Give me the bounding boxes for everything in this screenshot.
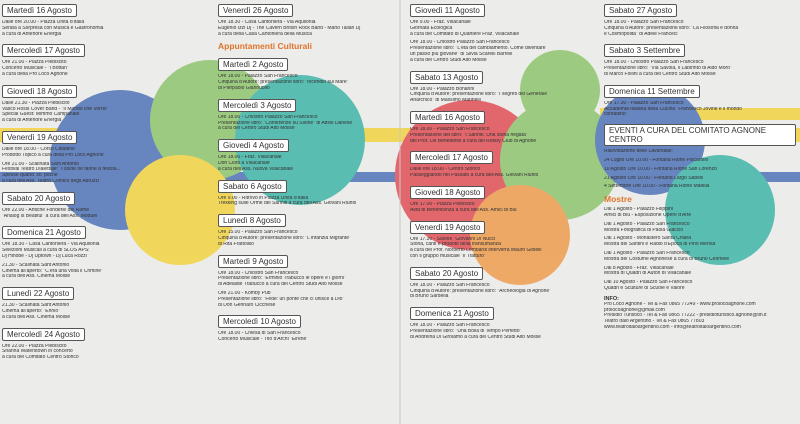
- date-heading: Martedì 16 Agosto: [2, 4, 77, 17]
- event-line: Dal 1 Agosto - Palazzo San Francesco: [604, 221, 690, 227]
- info-line: www.teatroitaloargentino.com - info@teatroitaloargentino.com: [604, 324, 741, 330]
- event-line: Ore 18.00 - Palazzo San Francesco: [410, 282, 490, 288]
- event-item: [218, 20, 406, 37]
- event-line: Ore 17.30 - Salone "Giovanni Di Nucci": [410, 236, 497, 242]
- event-line: Ore 22.00 - Piazza Plebiscito: [2, 343, 67, 349]
- event-line: Mostra di Quadri di Autori di Villacanale: [604, 271, 692, 277]
- date-heading: Mercoledì 3 Agosto: [218, 99, 296, 112]
- event-line: Cinquina d'Autore: presentazione libro: "Incendio sul Mare": [218, 80, 349, 86]
- event-line: Storia, canti e prodotti della transumanza: [410, 242, 501, 248]
- date-heading: Mercoledì 17 Agosto: [2, 44, 85, 57]
- event-item: [218, 291, 406, 308]
- date-heading: Mercoledì 10 Agosto: [218, 315, 301, 328]
- event-line: di Rita Frattolillo: [218, 241, 254, 247]
- event-line: Dal 1 Agosto - Palazzo Filippini: [604, 207, 673, 213]
- date-heading: EVENTI A CURA DEL COMITATO AGNONE CENTRO: [604, 124, 796, 146]
- event-item: [218, 74, 406, 91]
- event-item: [604, 184, 796, 190]
- date-heading: Domenica 21 Agosto: [2, 226, 86, 239]
- info-line: Teatro Italo Argentino - Tel & Fax 0865 77803: [604, 319, 705, 325]
- event-item: [410, 323, 598, 340]
- event-line: Selezioni Musicali a cura di SLOS APS:: [2, 248, 90, 254]
- date-heading: Venerdì 19 Agosto: [410, 221, 485, 234]
- event-line: Cinquina d'Autore: presentazione libro: "La Filosofia è donna: [604, 25, 739, 31]
- event-line: di Adelaide Trabucco a cura del Centro Studi Alto Molise: [218, 282, 343, 288]
- event-line: Concerto Musicale - "I Bottari": [2, 66, 69, 72]
- event-item: [410, 40, 598, 63]
- event-item: [410, 167, 598, 179]
- date-heading: Martedì 2 Agosto: [218, 58, 288, 71]
- event-line: Ore 21.00 - Scalinata Sant'Antonio: [2, 161, 79, 167]
- event-line: Vasco Rossi Cover Band - "Il Mondo che Vorrei": [2, 106, 109, 112]
- date-heading: Mercoledì 24 Agosto: [2, 328, 85, 341]
- date-heading: Martedì 16 Agosto: [410, 111, 485, 124]
- event-line: Cinquina d'Autore: presentazione libro: "Archeologia di Agnone": [410, 288, 551, 294]
- event-item: [410, 202, 598, 214]
- event-item: [604, 176, 796, 182]
- column-1: [2, 0, 190, 424]
- date-heading: Sabato 6 Agosto: [218, 180, 287, 193]
- event-line: Presentazione libro: "Erminio Trabucco le opere e i giorni": [218, 276, 346, 282]
- event-item: [410, 283, 598, 300]
- event-line: di Don Gennaro Cicchese: [218, 302, 276, 308]
- event-line: Presentazione del libro: "I Sanniti. Una storia negata": [410, 132, 528, 138]
- event-line: Mostra Fotografica di Paola Giaccio: [604, 227, 684, 233]
- event-line: Ore 18.00 - Chiostro Palazzo San Francesco: [218, 114, 318, 120]
- event-line: Dalle 21.30 - Piazza Plebiscito: [2, 100, 70, 106]
- event-item: [218, 331, 406, 343]
- event-line: Cinema all'aperto: "C'era una volta il Crimine": [2, 268, 103, 274]
- event-line: 21 Agosto Ore 10.00 - Fontana Largo Sabelli: [604, 175, 704, 181]
- event-line: Dalle ore 18.00 - Corso Cittadino: [2, 146, 75, 152]
- event-line: 24 Luglio Ore 10.00 - Fontana Rione Piscarollo: [604, 157, 709, 163]
- event-item: [410, 127, 598, 144]
- column-3: [410, 0, 598, 424]
- event-item: [218, 271, 406, 288]
- date-heading: Venerdì 19 Agosto: [2, 131, 77, 144]
- event-line: Concerto Musicale - Trio d'Archi "Eirene": [218, 337, 309, 343]
- event-line: Spesse quand' so' poche": [2, 173, 60, 179]
- event-line: Dj Hinobe - Dj Uptown - Dj Luca Rozzi: [2, 253, 87, 259]
- date-heading: Giovedì 18 Agosto: [410, 186, 485, 199]
- event-line: di Marco Follini a cura del Centro Studi Alto Molise: [604, 71, 716, 77]
- event-item: [410, 20, 598, 37]
- event-line: Accademia Italiana della Cucina "Francesco Jovine e il mondo: [604, 106, 742, 112]
- event-line: Dalle ore 20.00 - Piazza Unità d'Italia: [2, 20, 85, 25]
- event-line: Ore 18.00 - Chiostro Palazzo San Francesco: [410, 40, 510, 46]
- event-line: Dal 8 Agosto - Fraz. Villacanale: [604, 265, 674, 271]
- event-line: Cinquina d'Autore: presentazione libro: "L'infanzia Migrante": [218, 235, 351, 241]
- event-line: Ore 15.00 - Palazzo San Francesco: [218, 230, 298, 236]
- date-heading: Domenica 11 Settembre: [604, 85, 700, 98]
- event-line: un passo più giovane" di Silvia Scarelli Barrelli: [410, 51, 513, 57]
- event-line: Ore 18.00 - Palazzo San Francesco: [410, 126, 490, 132]
- event-item: [2, 263, 190, 280]
- event-line: contadino": [604, 112, 628, 118]
- date-heading: Giovedì 18 Agosto: [2, 85, 77, 98]
- event-line: "Analog is Beatiful" a cura dell'Ass. Moduel: [2, 213, 98, 219]
- info-line: Pro Loco Agnone - Tel & Fax 0865 77249 - www.prolocoagnone.com: [604, 301, 756, 307]
- event-item: [604, 60, 796, 77]
- event-line: Ore 17.30 - Palazzo San Francesco: [604, 100, 684, 106]
- event-line: Festival Teatro Dialettale: "I solde ne fanne a felicità...: [2, 167, 121, 173]
- event-line: Ore 21.00 - Piazza Plebiscito: [2, 60, 67, 66]
- date-heading: Lunedì 22 Agosto: [2, 287, 74, 300]
- event-line: Ore 22.00 - Antiche Fonderie del Rame: [2, 207, 89, 213]
- event-item: [218, 196, 406, 208]
- date-heading: Sabato 13 Agosto: [410, 71, 483, 84]
- event-line: Amici di Blu - Esposizione Opere d'Arte: [604, 212, 692, 218]
- event-line: del Prof. De Benedettis a cura del Rotary Club di Agnone: [410, 138, 537, 144]
- event-line: Shanna Waterstown in concerto: [2, 349, 73, 355]
- event-line: Dal 10 Agosto - Palazzo San Francesco: [604, 280, 693, 286]
- event-line: Presentazione libro: "Conferenze su Silone" di Attilio Danese: [218, 120, 353, 126]
- event-line: a cura della Pro Loco Agnone: [2, 71, 68, 77]
- event-item: [410, 87, 598, 104]
- info-line: Presidio Turistico - Tel & Fax 0865 77222 - presidioturistico.agnone@tin.it: [604, 313, 767, 319]
- event-line: a cura del Comitato di Quartiere Fraz. Villacanale: [410, 31, 520, 37]
- event-line: Ore 18.00 - Palazzo San Francesco: [410, 323, 490, 329]
- date-heading: Venerdì 26 Agosto: [218, 4, 293, 17]
- event-line: Riavvolazione delle Lavandaie:: [604, 149, 673, 155]
- event-line: a cura di Antenore Energia: [2, 31, 62, 37]
- section-title: Mostre: [604, 194, 632, 205]
- event-line: 21.30 - Scalinata Sant'Antonio: [2, 303, 70, 309]
- event-line: Special Guest: Mimmo Campanale: [2, 112, 80, 118]
- event-line: Ore 17.00 - Piazza Plebiscito: [410, 201, 475, 207]
- event-item: [218, 230, 406, 247]
- event-line: Presentazione libro: "Una Bolla di Tempo Perfetto": [410, 328, 522, 334]
- event-item: [2, 60, 190, 77]
- event-item: [2, 344, 190, 361]
- column-2: [218, 0, 406, 424]
- date-heading: Sabato 20 Agosto: [410, 267, 483, 280]
- date-heading: Domenica 21 Agosto: [410, 307, 494, 320]
- event-line: a cura del Centro Studi Alto Molise: [218, 126, 295, 132]
- event-item: [410, 237, 598, 260]
- event-line: Mostra del Costume Agnonese a cura di Bruno Cerimele: [604, 256, 730, 262]
- event-line: Ore 18.00 - Palazzo San Francesco: [218, 74, 298, 80]
- event-item: [2, 147, 190, 159]
- event-line: 21.30 - Scalinata Sant'Antonio: [2, 262, 70, 268]
- event-line: Presentazione libro: "Via Savoia, il Labirinto di Aldo Moro": [604, 66, 732, 72]
- event-item: [2, 303, 190, 320]
- event-line: Dal 1 Agosto - Monastero Santa Chiara: [604, 236, 691, 242]
- event-line: Dalle ore 18.00 - Centro Storico: [410, 167, 481, 173]
- event-item: [218, 115, 406, 132]
- event-line: a cura della Casa Cantoniera della Musica: [218, 31, 312, 37]
- event-line: Ore 18.00 - Palazzo San Francesco: [604, 20, 684, 25]
- event-line: Asta di Beneficenza a cura dell'Ass. Amici di Blu: [410, 207, 517, 213]
- event-line: Cinema all'aperto: "Ennio": [2, 308, 60, 314]
- event-item: [604, 101, 796, 118]
- date-heading: Sabato 27 Agosto: [604, 4, 677, 17]
- date-heading: Lunedì 8 Agosto: [218, 214, 286, 227]
- event-item: [218, 155, 406, 172]
- event-line: Ore 18.00 - Chiesa di San Francesco: [218, 331, 301, 337]
- info-title: INFO:: [604, 295, 619, 302]
- event-line: 4 Settembre Ore 10.00 - Fontana Rione Maiella: [604, 184, 710, 190]
- event-line: Dal 1 Agosto - Palazzo San Francesco: [604, 250, 690, 256]
- event-line: con il gruppo musicale "Il Tratturo": [410, 253, 486, 259]
- event-item: [604, 149, 796, 155]
- event-line: Ore 21.00 - Komby Pub: [218, 290, 271, 296]
- event-line: di Andreina Di Girolamo a cura del Centro Studi Alto Molise: [410, 334, 541, 340]
- event-item: [2, 20, 190, 37]
- event-line: a cura dell'Ass. Cinema Molise: [2, 274, 71, 280]
- event-line: Ore 18.00 - Fraz. Villacanale: [218, 155, 282, 161]
- event-line: Cinquina d'Autore: presentazione libro: "I segreti del Generale: [410, 92, 547, 98]
- event-line: Giornata Ecologica: [410, 25, 453, 31]
- event-item: [2, 101, 190, 124]
- date-heading: Sabato 3 Settembre: [604, 44, 685, 57]
- event-line: Serata a Sorpresa con Musica e Gastronomia: [2, 25, 104, 31]
- event-line: Ore 18.30 - Casa Cantoniera - Via Aquilonia: [2, 242, 100, 248]
- event-line: Ore 9.00 - Fraz. Villacanale: [410, 20, 471, 25]
- event-item: [604, 207, 796, 219]
- event-line: a cura di Antenore Energia: [2, 118, 62, 124]
- event-item: [604, 251, 796, 263]
- event-line: a cura del Comitato Centro Storico: [2, 355, 79, 361]
- event-line: Presentazione libro: "Fede: un ponte che ci unisce a Dio": [218, 296, 345, 302]
- event-line: Prodotto Topico a cura della Pro Loco Agnone: [2, 152, 104, 158]
- info-block: [604, 302, 796, 331]
- event-item: [604, 266, 796, 278]
- event-line: Don Ciotti a Villacanale: [218, 160, 270, 166]
- event-line: di Pierpaolo Giannubilo: [218, 85, 270, 91]
- date-heading: Sabato 20 Agosto: [2, 192, 75, 205]
- event-line: Ore 18.00 - Palazzo Bonanni: [410, 86, 475, 92]
- column-4: [604, 0, 796, 424]
- date-heading: Giovedì 11 Agosto: [410, 4, 485, 17]
- event-line: 10 Agosto Ore 10.00 - Fontana Rione San Lorenzo: [604, 166, 717, 172]
- event-line: Ore 18.00 - Chiostro Palazzo San Francesco: [604, 60, 704, 66]
- event-line: Ore 9.00 - Ritrovo in Piazza Unità d'Italia: [218, 195, 309, 201]
- event-item: [604, 167, 796, 173]
- event-line: Eugenio Izzi Dj - The Cavern British Rock Band - Mario Tallari Dj: [218, 25, 361, 31]
- event-line: Ore 18.00 - Chiostro San Francesco: [218, 270, 299, 276]
- event-item: [2, 162, 190, 185]
- date-heading: Mercoledì 17 Agosto: [410, 151, 493, 164]
- section-title: Appuntamenti Culturali: [218, 41, 312, 52]
- event-line: a cura dell'Ass. Nuova Villacanale: [218, 166, 294, 172]
- event-item: [2, 208, 190, 220]
- event-line: e Cosmopolita" di Adele Franceci: [604, 31, 678, 37]
- event-item: [604, 20, 796, 37]
- event-line: di Bruno Sardella: [410, 294, 449, 300]
- event-line: a cura dell'Ass. Teatro Comico degli Abruzzi: [2, 178, 100, 184]
- event-item: [2, 242, 190, 259]
- date-heading: Giovedì 4 Agosto: [218, 139, 289, 152]
- event-line: a cura del Centro Studi Alto Molise: [410, 57, 487, 63]
- event-item: [604, 222, 796, 234]
- event-item: [604, 236, 796, 248]
- event-line: a cura dell'Ass. Cinema Molise: [2, 314, 71, 320]
- event-line: Passeggiando nel Passato a cura dell'Ass. Giovani Riuniti: [410, 173, 538, 179]
- event-item: [604, 280, 796, 292]
- event-line: Presentazione libro: "L'età del cambiamento. Come diventare: [410, 46, 546, 52]
- event-line: Mostra dei Santini e Radio d'Epoca di Pino Merola: [604, 242, 716, 248]
- info-line: prolocoagnone@gmail.com: [604, 307, 665, 313]
- event-item: [604, 158, 796, 164]
- event-line: a cura del Prof. Norberto Lombardi interverrà Mauro Gioielli: [410, 248, 542, 254]
- date-heading: Martedì 9 Agosto: [218, 255, 288, 268]
- event-line: Trekking sulle Orme dei Sanniti a cura dell'Ass. Giovani Riuniti: [218, 201, 357, 207]
- event-line: Anarchico" di Massimo Marinelli: [410, 98, 481, 104]
- event-line: Ore 18.30 - Casa Cantoniera - Via Aquilonia: [218, 20, 316, 25]
- event-line: Quadri e Sculture di Scuole e Valore: [604, 285, 685, 291]
